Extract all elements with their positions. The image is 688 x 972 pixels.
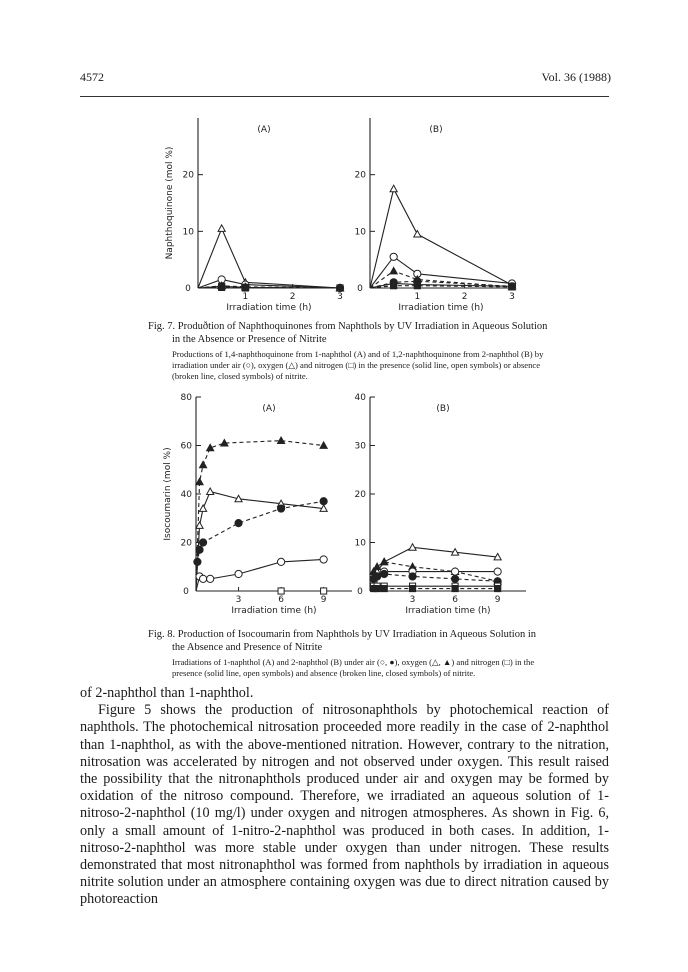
figure-8-caption	[148, 628, 548, 679]
fig7-b-panel-label: (B)	[429, 125, 443, 135]
fig7-a-x-tick-label: 2	[289, 292, 296, 302]
fig8-a-y-tick-label: 20	[180, 538, 192, 549]
figure-7-caption	[148, 320, 548, 382]
fig8-a-panel-label: (A)	[262, 404, 276, 414]
fig8-a-series-circle-filled-point	[196, 546, 203, 553]
fig7-b-x-tick-label: 3	[509, 292, 515, 302]
fig7-b-y-tick-label: 20	[354, 170, 366, 181]
fig8-b-series-triangle-open-point	[409, 544, 416, 550]
fig8-b-series-triangle-filled-point	[373, 563, 380, 569]
fig8-b-series-circle-filled-point	[381, 570, 388, 577]
fig8-b-series-circle-filled-point	[373, 573, 380, 580]
fig8-a-y-tick-label: 40	[180, 490, 192, 500]
fig8-a-series-triangle-open-point	[196, 522, 203, 528]
fig8-a-series-triangle-open-point	[199, 505, 206, 511]
fig8-b-series-circle-filled-point	[409, 573, 416, 580]
fig8-b-y-tick-label: 20	[354, 490, 366, 500]
fig8-a-series-triangle-filled-point	[277, 437, 284, 443]
fig8-a-series-circle-open-point	[320, 556, 327, 563]
fig8-b-series-square-filled-point	[495, 586, 501, 592]
fig8-a-x-axis-label: Irradiation time (h)	[231, 606, 317, 616]
fig7-a-x-tick-label: 3	[337, 292, 343, 302]
fig8-b-panel-label: (B)	[436, 404, 450, 414]
fig7-b-series-triangle-open-point	[414, 231, 421, 237]
fig8-a-series-triangle-filled-point	[196, 478, 203, 484]
fig7-a-series-square-filled-point	[219, 284, 225, 290]
figure-7-caption-note: Productions of 1,4-naphthoquinone from 1-naphthol (A) and of 1,2-naphthoquinone from 2-naphthol (B) by irradiation under air (○), oxygen (△) and nitrogen (□) in the presence (solid line, open symbols) or absence (broken line, closed symbols) of nitrite.	[172, 349, 544, 381]
fig8-a-series-circle-filled-point	[194, 558, 201, 565]
fig8-b-series-circle-open-point	[494, 568, 501, 575]
fig7-a-y-tick-zero: 0	[185, 284, 191, 294]
fig8-b-y-tick-label: 30	[354, 441, 366, 452]
body-text	[80, 685, 609, 909]
fig7-a-y-tick-label: 10	[182, 227, 194, 238]
fig7-b-series-square-filled-point	[391, 283, 397, 289]
fig7-b-series-triangle-open-point	[390, 185, 397, 191]
fig8-a-y-tick-zero: 0	[183, 587, 189, 597]
fig7-a-series-square-filled-point	[337, 285, 343, 291]
figure-7-chart	[0, 110, 688, 315]
fig8-a-x-tick-label: 3	[235, 595, 242, 605]
fig8-b-y-tick-zero: 0	[357, 587, 363, 597]
fig7-b-series-triangle-filled-point	[390, 267, 397, 273]
fig8-b-x-tick-label: 3	[409, 595, 416, 605]
fig8-a-series-triangle-filled-point	[199, 461, 206, 467]
page-number: 4572	[80, 70, 104, 84]
fig8-b-x-axis-label: Irradiation time (h)	[405, 606, 491, 616]
fig8-a-series-circle-open-line	[196, 559, 324, 591]
fig8-a-series-circle-open-point	[277, 558, 284, 565]
fig7-a-y-tick-label: 20	[182, 170, 194, 181]
fig8-a-series-triangle-open-line	[196, 492, 324, 591]
fig8-a-series-circle-filled-point	[320, 498, 327, 505]
fig7-a-y-axis-label: Naphthoquinone (mol %)	[165, 146, 175, 260]
header-rule	[80, 96, 609, 97]
fig8-b-series-circle-open-point	[451, 568, 458, 575]
fig8-a-x-tick-label: 6	[278, 595, 284, 605]
fig8-a-series-circle-open-point	[235, 570, 242, 577]
fig8-a-series-circle-filled-point	[199, 539, 206, 546]
fig8-b-series-circle-filled-point	[451, 575, 458, 582]
fig7-a-panel-label: (A)	[257, 125, 271, 135]
fig7-a-series-triangle-open-point	[218, 225, 225, 231]
fig8-a-series-circle-open-point	[207, 575, 214, 582]
fig7-a-x-tick-label: 1	[242, 292, 249, 302]
fig7-a-series-square-filled-point	[242, 285, 248, 291]
figure-7-caption-title: Fig. 7. Produðtion of Naphthoquinones from Naphthols by UV Irradiation in Aqueous Solution in the Absence or Presence of Nitrite	[148, 321, 548, 345]
fig8-a-series-triangle-open-point	[207, 488, 214, 494]
fig8-a-series-square-open-point	[321, 588, 327, 594]
fig8-b-series-square-filled-point	[409, 586, 415, 592]
body-paragraph-1: of 2-naphthol than 1-naphthol.	[80, 685, 254, 701]
fig8-b-series-square-filled-point	[374, 586, 380, 592]
figure-8-caption-title: Fig. 8. Production of Isocoumarin from Naphthols by UV Irradiation in Aqueous Solution in the Absence and Presence of Nitrite	[148, 629, 536, 653]
fig7-b-x-tick-label: 1	[414, 292, 421, 302]
fig8-a-x-tick-label: 9	[320, 595, 327, 605]
journal-volume: Vol. 36 (1988)	[541, 70, 611, 84]
fig8-a-series-circle-filled-point	[277, 505, 284, 512]
fig8-b-y-tick-label: 10	[354, 538, 366, 549]
fig7-b-y-tick-label: 10	[354, 227, 366, 238]
fig8-b-x-tick-label: 6	[452, 595, 458, 605]
fig7-b-series-square-filled-point	[509, 284, 515, 290]
fig8-a-series-triangle-filled-point	[320, 442, 327, 448]
fig7-b-y-tick-zero: 0	[357, 284, 363, 294]
fig7-a-x-axis-label: Irradiation time (h)	[226, 303, 312, 313]
fig8-b-series-triangle-filled-point	[381, 558, 388, 564]
fig8-a-series-square-open-point	[278, 588, 284, 594]
fig7-b-x-axis-label: Irradiation time (h)	[398, 303, 484, 313]
fig7-b-series-circle-open-point	[390, 253, 397, 260]
fig8-a-y-tick-label: 60	[180, 441, 192, 452]
body-paragraph-2: Figure 5 shows the production of nitrosonaphthols by photochemical reaction of naphthols. The photochemical nitrosation proceeded more readily in the case of 2-naphthol than 1-naphthol, as with the above-mentioned nitration. However, contrary to the nitration, nitrosation was accelerated by nitrogen and not observed under oxygen. This result raised the possibility that the nitronaphthols produced under air and oxygen may be formed by oxidation of the nitroso compound. Therefore, we irradiated an aqueous solution of 1-nitroso-2-naphthol (10 mg/l) under oxygen and nitrogen atmospheres. As shown in Fig. 6, only a small amount of 1-nitro-2-naphthol was produced in both cases. In addition, 1-nitroso-2-naphthol was more stable under oxygen than under nitrogen. These results demonstrated that most nitronaphthol was formed from naphthols by irradiation in aqueous nitrite solution under an atmosphere containing oxygen was due to direct nitration caused by photoreaction	[80, 702, 609, 908]
fig8-b-series-square-filled-point	[381, 586, 387, 592]
fig7-b-series-square-filled-point	[414, 283, 420, 289]
fig8-a-y-axis-label: Isocoumarin (mol %)	[163, 447, 173, 541]
fig8-a-y-tick-label: 80	[180, 393, 192, 403]
fig8-b-y-tick-label: 40	[354, 393, 366, 403]
fig8-b-series-square-filled-point	[452, 586, 458, 592]
fig8-a-series-circle-filled-point	[235, 520, 242, 527]
fig8-a-series-circle-open-point	[199, 575, 206, 582]
fig8-b-x-tick-label: 9	[494, 595, 501, 605]
fig7-b-x-tick-label: 2	[461, 292, 468, 302]
figure-8-chart	[0, 395, 688, 623]
figure-8-caption-note: Irradiations of 1-naphthol (A) and 2-naphthol (B) under air (○, ●), oxygen (△, ▲) and nitrogen (□) in the presence (solid line, open symbols) and absence (broken line, closed symbols) of nitrite.	[172, 657, 535, 678]
